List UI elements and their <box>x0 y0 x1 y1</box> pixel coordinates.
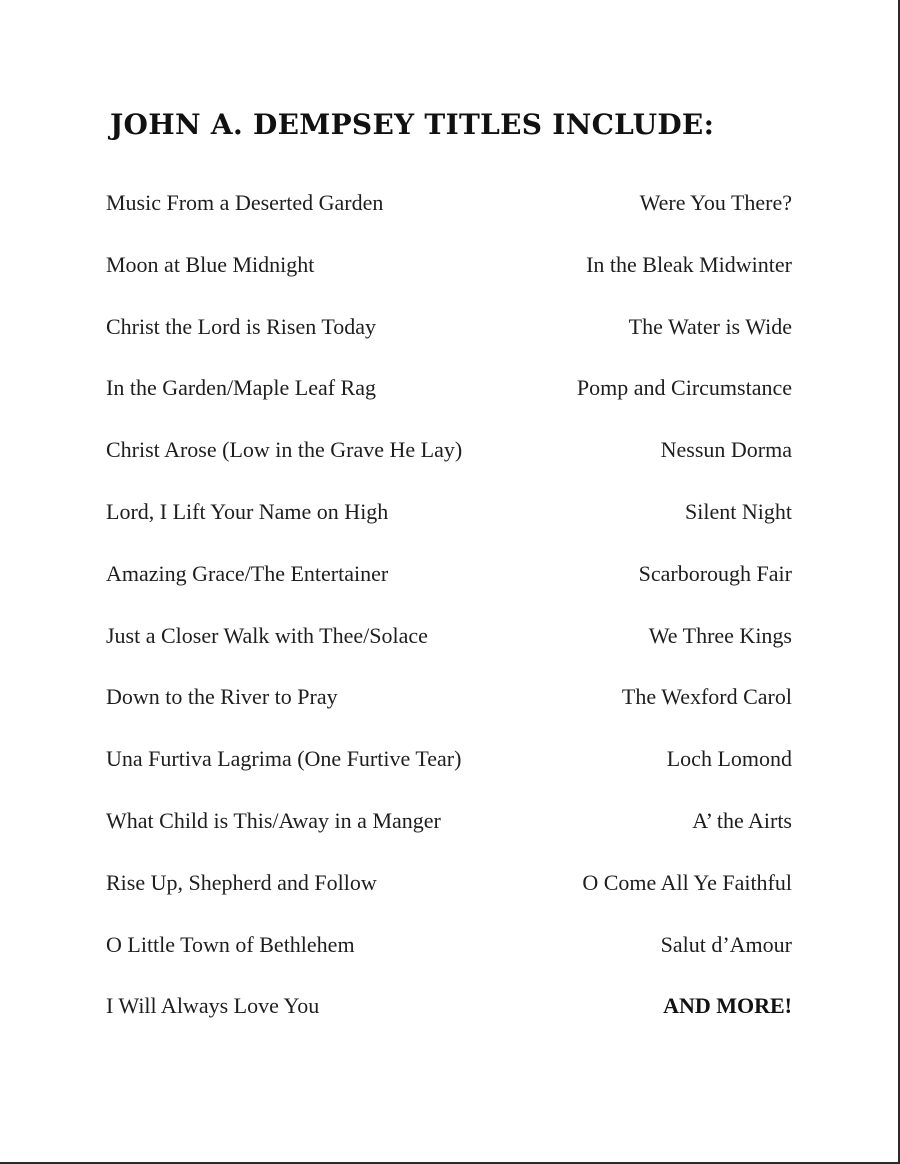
title-left: Amazing Grace/The Entertainer <box>106 560 389 586</box>
title-left: Rise Up, Shepherd and Follow <box>106 869 377 895</box>
title-right: Were You There? <box>639 190 792 215</box>
title-row <box>106 248 792 310</box>
title-right: The Wexford Carol <box>621 684 792 710</box>
page-title: JOHN A. DEMPSEY TITLES INCLUDE: <box>110 108 715 141</box>
title-row <box>106 433 792 495</box>
title-row <box>106 310 792 372</box>
title-left: Una Furtiva Lagrima (One Furtive Tear) <box>106 746 462 772</box>
title-row <box>106 680 792 742</box>
title-left: Just a Closer Walk with Thee/Solace <box>106 622 428 648</box>
title-list <box>106 186 792 1051</box>
title-right: A’ the Airts <box>692 807 792 833</box>
and-more-label: AND MORE! <box>663 993 792 1019</box>
title-right: Silent Night <box>685 498 792 524</box>
title-left: Moon at Blue Midnight <box>106 251 315 277</box>
title-right: In the Bleak Midwinter <box>586 251 792 277</box>
title-row <box>106 742 792 804</box>
title-left: O Little Town of Bethlehem <box>106 931 355 957</box>
title-left: Music From a Deserted Garden <box>106 190 384 215</box>
title-left: Lord, I Lift Your Name on High <box>106 498 389 524</box>
title-right: O Come All Ye Faithful <box>582 869 792 895</box>
title-left: Christ Arose (Low in the Grave He Lay) <box>106 437 463 463</box>
title-row <box>106 989 792 1051</box>
title-row <box>106 371 792 433</box>
title-row <box>106 804 792 866</box>
title-left: What Child is This/Away in a Manger <box>106 807 441 833</box>
title-right: Nessun Dorma <box>660 437 792 463</box>
title-left: In the Garden/Maple Leaf Rag <box>106 375 376 401</box>
title-left: Christ the Lord is Risen Today <box>106 313 376 339</box>
title-row <box>106 186 792 248</box>
title-right: We Three Kings <box>648 622 792 648</box>
title-row <box>106 557 792 619</box>
title-right: Pomp and Circumstance <box>576 375 792 401</box>
title-right: Salut d’Amour <box>660 931 792 957</box>
title-right: The Water is Wide <box>628 313 792 339</box>
title-right: Loch Lomond <box>666 746 792 772</box>
title-row <box>106 495 792 557</box>
title-left: I Will Always Love You <box>106 993 320 1019</box>
title-right: Scarborough Fair <box>638 560 792 586</box>
title-row <box>106 619 792 681</box>
title-left: Down to the River to Pray <box>106 684 338 710</box>
title-row <box>106 866 792 928</box>
title-row <box>106 928 792 990</box>
